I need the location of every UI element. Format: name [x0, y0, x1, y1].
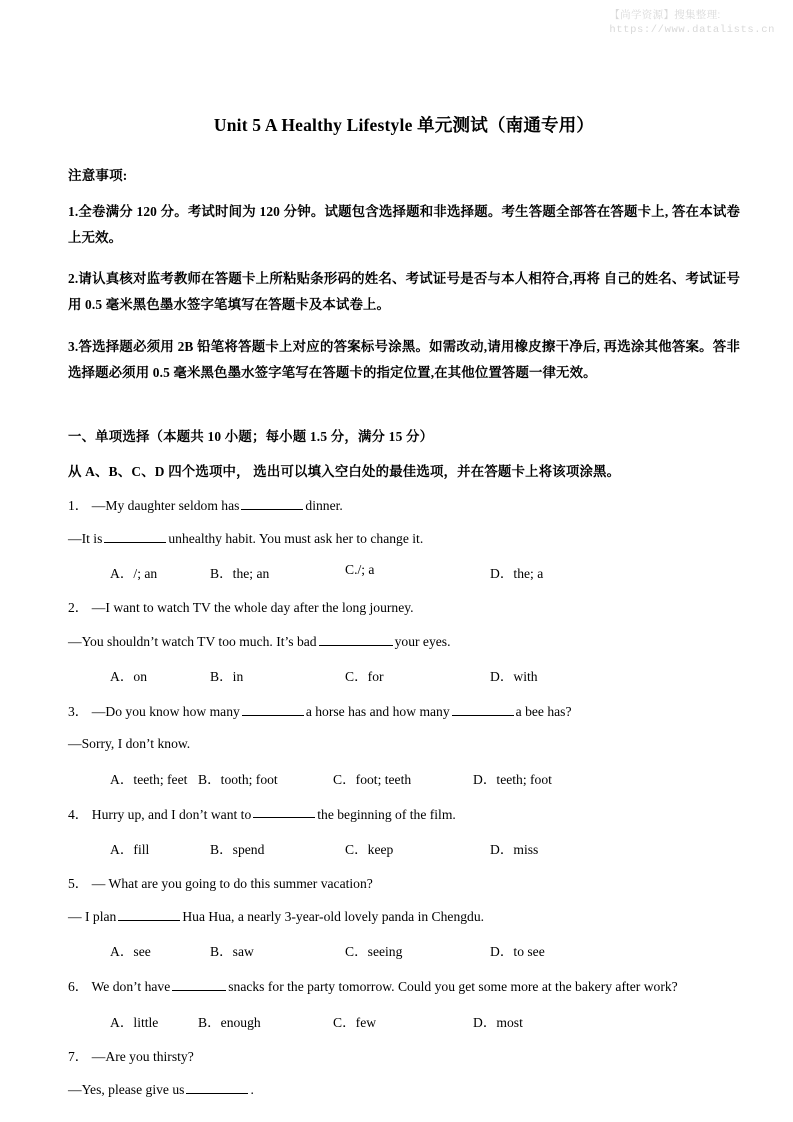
question-2-text-d: your eyes. — [394, 633, 451, 649]
section-instruction: 从 A、B、C、D 四个选项中， 选出可以填入空白处的最佳选项，并在答题卡上将该项涂黑。 — [68, 463, 621, 479]
option-a-text: on — [133, 668, 148, 684]
option-d[interactable] — [490, 562, 543, 582]
option-b[interactable] — [198, 1011, 261, 1031]
notice-item-3: 3.答选择题必须用 2B 铅笔将答题卡上对应的答案标号涂黑。如需改动,请用橡皮擦干净后, 再选涂其他答案。答非选择题必须用 0.5 毫米黑色墨水签字笔写在答题卡的指定位置,在其他位置答题一律无效。 — [68, 338, 740, 380]
question-3-stem-line-1 — [68, 702, 740, 721]
option-a[interactable] — [110, 768, 187, 788]
option-c-key: C． — [345, 668, 368, 684]
option-d[interactable] — [490, 665, 538, 685]
question-1-text-d: unhealthy habit. You must ask her to change it. — [168, 531, 424, 546]
question-4-stem-line-1 — [68, 805, 740, 824]
question-2-stem-line-2 — [68, 632, 740, 651]
question-2 — [68, 599, 740, 686]
question-7-text-a: —Are you thirsty? — [91, 1048, 194, 1064]
option-d-text: teeth; foot — [496, 771, 552, 787]
notice-heading: 注意事项: — [68, 168, 128, 183]
answer-blank[interactable] — [186, 1080, 248, 1094]
question-1-options — [68, 562, 740, 583]
question-5-text-c: — I plan — [68, 909, 117, 925]
question-7-text-c: —Yes, please give us — [68, 1081, 185, 1097]
option-b-text: the; an — [232, 566, 270, 582]
option-a-key: A． — [110, 841, 134, 857]
option-d-text: the; a — [513, 566, 544, 582]
option-c-key: C． — [345, 944, 368, 960]
option-d-key: D． — [490, 841, 514, 857]
option-d-key: D． — [473, 1014, 497, 1030]
question-4-text-b: the beginning of the film. — [317, 806, 456, 822]
question-6-text-a: We don’t have — [91, 979, 171, 995]
option-c-text: seeing — [367, 944, 403, 960]
option-b[interactable] — [210, 940, 254, 960]
question-1 — [68, 496, 740, 584]
option-c-key: C. — [345, 562, 358, 578]
watermark-source-label: 【尚学资源】搜集整理: — [609, 9, 721, 21]
question-5-stem-line-2 — [68, 907, 740, 926]
question-2-stem-line-1 — [68, 599, 740, 617]
option-a[interactable] — [110, 562, 157, 582]
question-6-text-b: snacks for the party tomorrow. Could you get some more at the bakery after work? — [228, 979, 678, 995]
option-b-key: B． — [210, 944, 233, 960]
option-a-text: see — [133, 944, 151, 960]
option-a[interactable] — [110, 665, 147, 685]
answer-blank[interactable] — [242, 702, 304, 716]
question-2-number: 2． — [68, 600, 89, 616]
question-7-text-d: . — [250, 1081, 254, 1097]
option-d[interactable] — [490, 838, 538, 858]
question-3-text-mid: a horse has and how many — [305, 703, 450, 719]
option-a-key: A． — [110, 566, 134, 582]
option-b[interactable] — [210, 665, 243, 685]
question-1-stem-line-2 — [68, 529, 740, 548]
option-a-text: fill — [133, 841, 150, 857]
question-6-options — [68, 1011, 740, 1032]
question-2-text-a: —I want to watch TV the whole day after the long journey. — [91, 600, 414, 616]
option-c[interactable] — [345, 940, 402, 960]
question-5 — [68, 875, 740, 962]
question-7-stem-line-1 — [68, 1048, 740, 1066]
option-c[interactable] — [345, 665, 384, 685]
option-d-key: D． — [490, 566, 514, 582]
option-a-key: A． — [110, 1014, 134, 1030]
question-7-number: 7． — [68, 1048, 89, 1064]
option-a-key: A． — [110, 771, 134, 787]
option-d-key: D． — [490, 668, 514, 684]
question-2-options — [68, 665, 740, 686]
page-title: Unit 5 A Healthy Lifestyle 单元测试（南通专用） — [213, 115, 595, 135]
option-d-text: most — [496, 1014, 523, 1030]
question-3-options — [68, 768, 740, 789]
option-a-text: little — [133, 1014, 159, 1030]
option-a-text: /; an — [133, 566, 158, 582]
option-d[interactable] — [490, 940, 545, 960]
option-c-key: C． — [345, 841, 368, 857]
option-d-text: with — [513, 668, 538, 684]
option-a[interactable] — [110, 940, 151, 960]
question-4-options — [68, 838, 740, 859]
option-d-text: to see — [513, 944, 545, 960]
option-b-key: B． — [198, 1014, 221, 1030]
question-3-text-b: a bee has? — [515, 703, 572, 719]
document-content — [68, 0, 740, 1113]
answer-blank[interactable] — [319, 632, 393, 646]
option-c[interactable] — [345, 838, 393, 858]
answer-blank[interactable] — [253, 805, 315, 819]
question-1-text-c: —It is — [68, 531, 103, 546]
option-d[interactable] — [473, 1011, 523, 1031]
option-c[interactable] — [345, 562, 374, 578]
section-title: 一、单项选择（本题共 10 小题；每小题 1.5 分，满分 15 分） — [68, 428, 434, 444]
question-7-stem-line-2 — [68, 1080, 740, 1099]
question-1-stem-line-1 — [68, 496, 740, 515]
option-b[interactable] — [210, 838, 264, 858]
option-d-key: D． — [490, 944, 514, 960]
answer-blank[interactable] — [118, 907, 180, 921]
option-c-text: foot; teeth — [355, 771, 412, 787]
option-b-text: saw — [232, 944, 254, 960]
question-3-text-c: —Sorry, I don’t know. — [68, 736, 191, 752]
question-5-text-d: Hua Hua, a nearly 3-year-old lovely panda in Chengdu. — [182, 909, 485, 925]
option-b-key: B． — [210, 668, 233, 684]
option-d-key: D． — [473, 771, 497, 787]
question-3-number: 3． — [68, 703, 89, 719]
question-5-number: 5． — [68, 875, 89, 891]
option-c-text: /; a — [357, 562, 375, 578]
option-d[interactable] — [473, 768, 552, 788]
option-c-text: for — [367, 668, 384, 684]
question-7 — [68, 1048, 740, 1100]
question-4-text-a: Hurry up, and I don’t want to — [91, 806, 252, 822]
notice-item-1: 1.全卷满分 120 分。考试时间为 120 分钟。试题包含选择题和非选择题。考生答题全部答在答题卡上, 答在本试卷上无效。 — [68, 204, 740, 246]
option-c-text: keep — [367, 841, 394, 857]
option-b-text: spend — [232, 841, 265, 857]
question-3-text-a: —Do you know how many — [91, 703, 240, 719]
question-1-text-b: dinner. — [305, 497, 343, 513]
option-c-key: C． — [333, 771, 356, 787]
option-a-key: A． — [110, 668, 134, 684]
answer-blank[interactable] — [104, 529, 166, 543]
option-b-text: in — [232, 668, 244, 684]
option-b-key: B． — [198, 771, 221, 787]
question-5-stem-line-1 — [68, 875, 740, 893]
watermark-url: https://www.datalists.cn — [609, 24, 775, 37]
notice-item-2: 2.请认真核对监考教师在答题卡上所粘贴条形码的姓名、考试证号是否与本人相符合,再将 自己的姓名、考试证号用 0.5 毫米黑色墨水签字笔填写在答题卡及本试卷上。 — [68, 271, 740, 313]
question-1-number: 1． — [68, 497, 89, 513]
question-3-stem-line-2 — [68, 735, 740, 753]
option-c-key: C． — [333, 1014, 356, 1030]
question-6 — [68, 977, 740, 1031]
option-c[interactable] — [333, 1011, 376, 1031]
option-b-key: B． — [210, 841, 233, 857]
option-a[interactable] — [110, 838, 149, 858]
question-5-text-a: — What are you going to do this summer vacation? — [91, 875, 373, 891]
option-a[interactable] — [110, 1011, 158, 1031]
option-a-text: teeth; feet — [133, 771, 188, 787]
option-b-text: enough — [220, 1014, 261, 1030]
option-c[interactable] — [333, 768, 411, 788]
question-5-options — [68, 940, 740, 961]
question-6-stem-line-1 — [68, 977, 740, 996]
option-b-text: tooth; foot — [220, 771, 278, 787]
question-3 — [68, 702, 740, 789]
answer-blank[interactable] — [241, 496, 303, 510]
question-2-text-c: —You shouldn’t watch TV too much. It’s bad — [68, 633, 317, 649]
answer-blank[interactable] — [172, 977, 226, 991]
option-c-text: few — [355, 1014, 377, 1030]
question-6-number: 6． — [68, 979, 89, 995]
option-a-key: A． — [110, 944, 134, 960]
question-1-text-a: —My daughter seldom has — [91, 497, 240, 513]
question-4 — [68, 805, 740, 859]
answer-blank[interactable] — [452, 702, 514, 716]
option-b[interactable] — [210, 562, 269, 582]
option-b[interactable] — [198, 768, 278, 788]
option-d-text: miss — [513, 841, 539, 857]
option-b-key: B． — [210, 566, 233, 582]
question-4-number: 4． — [68, 806, 89, 822]
